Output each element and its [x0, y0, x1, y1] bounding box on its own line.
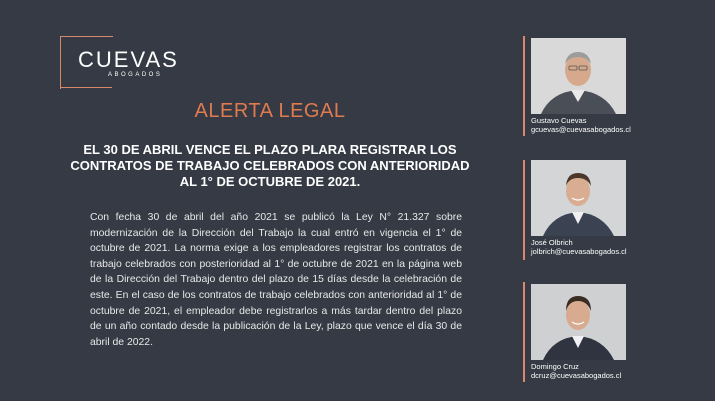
person-name-3: Domingo Cruz — [531, 362, 579, 371]
headline — [0, 142, 540, 190]
person-email-1: gcuevas@cuevasabogados.cl — [531, 125, 631, 134]
headline-line-3: AL 1° DE OCTUBRE DE 2021. — [179, 174, 361, 189]
person-email-2: jolbrich@cuevasabogados.cl — [531, 247, 627, 256]
alert-title: ALERTA LEGAL — [194, 100, 346, 122]
photo-jose-olbrich — [531, 160, 626, 236]
logo-subtitle: ABOGADOS — [108, 72, 163, 78]
divider-3 — [523, 282, 525, 382]
person-email-3: dcruz@cuevasabogados.cl — [531, 371, 622, 380]
divider-2 — [523, 160, 525, 260]
headline-line-1: EL 30 DE ABRIL VENCE EL PLAZO PLARA REGISTRAR LOS — [83, 142, 457, 157]
person-name-2: José Olbrich — [531, 238, 573, 247]
headline-line-2: CONTRATOS DE TRABAJO CELEBRADOS CON ANTERIORIDAD — [70, 158, 470, 173]
logo-name: CUEVAS — [78, 47, 179, 72]
person-name-1: Gustavo Cuevas — [531, 116, 587, 125]
divider-1 — [523, 36, 525, 136]
body-paragraph: Con fecha 30 de abril del año 2021 se publicó la Ley N° 21.327 sobre modernización de la Dirección del Trabajo la cual entró en vigencia el 1° de octubre de 2021. La norma exige a los empleadores registrar los contratos de trabajo celebrados con posterioridad al 1° de octubre de 2021 en la página web de la Dirección del Trabajo dentro del plazo de 15 días desde la celebración de este. En el caso de los contratos de trabajo celebrados con anterioridad al 1° de octubre de 2021, el empleador debe registrarlos a más tardar dentro del plazo de un año contado desde la publicación de la Ley, plazo que vence el día 30 de abril de 2022. — [90, 212, 462, 348]
photo-domingo-cruz — [531, 284, 626, 360]
photo-gustavo-cuevas — [531, 38, 626, 114]
